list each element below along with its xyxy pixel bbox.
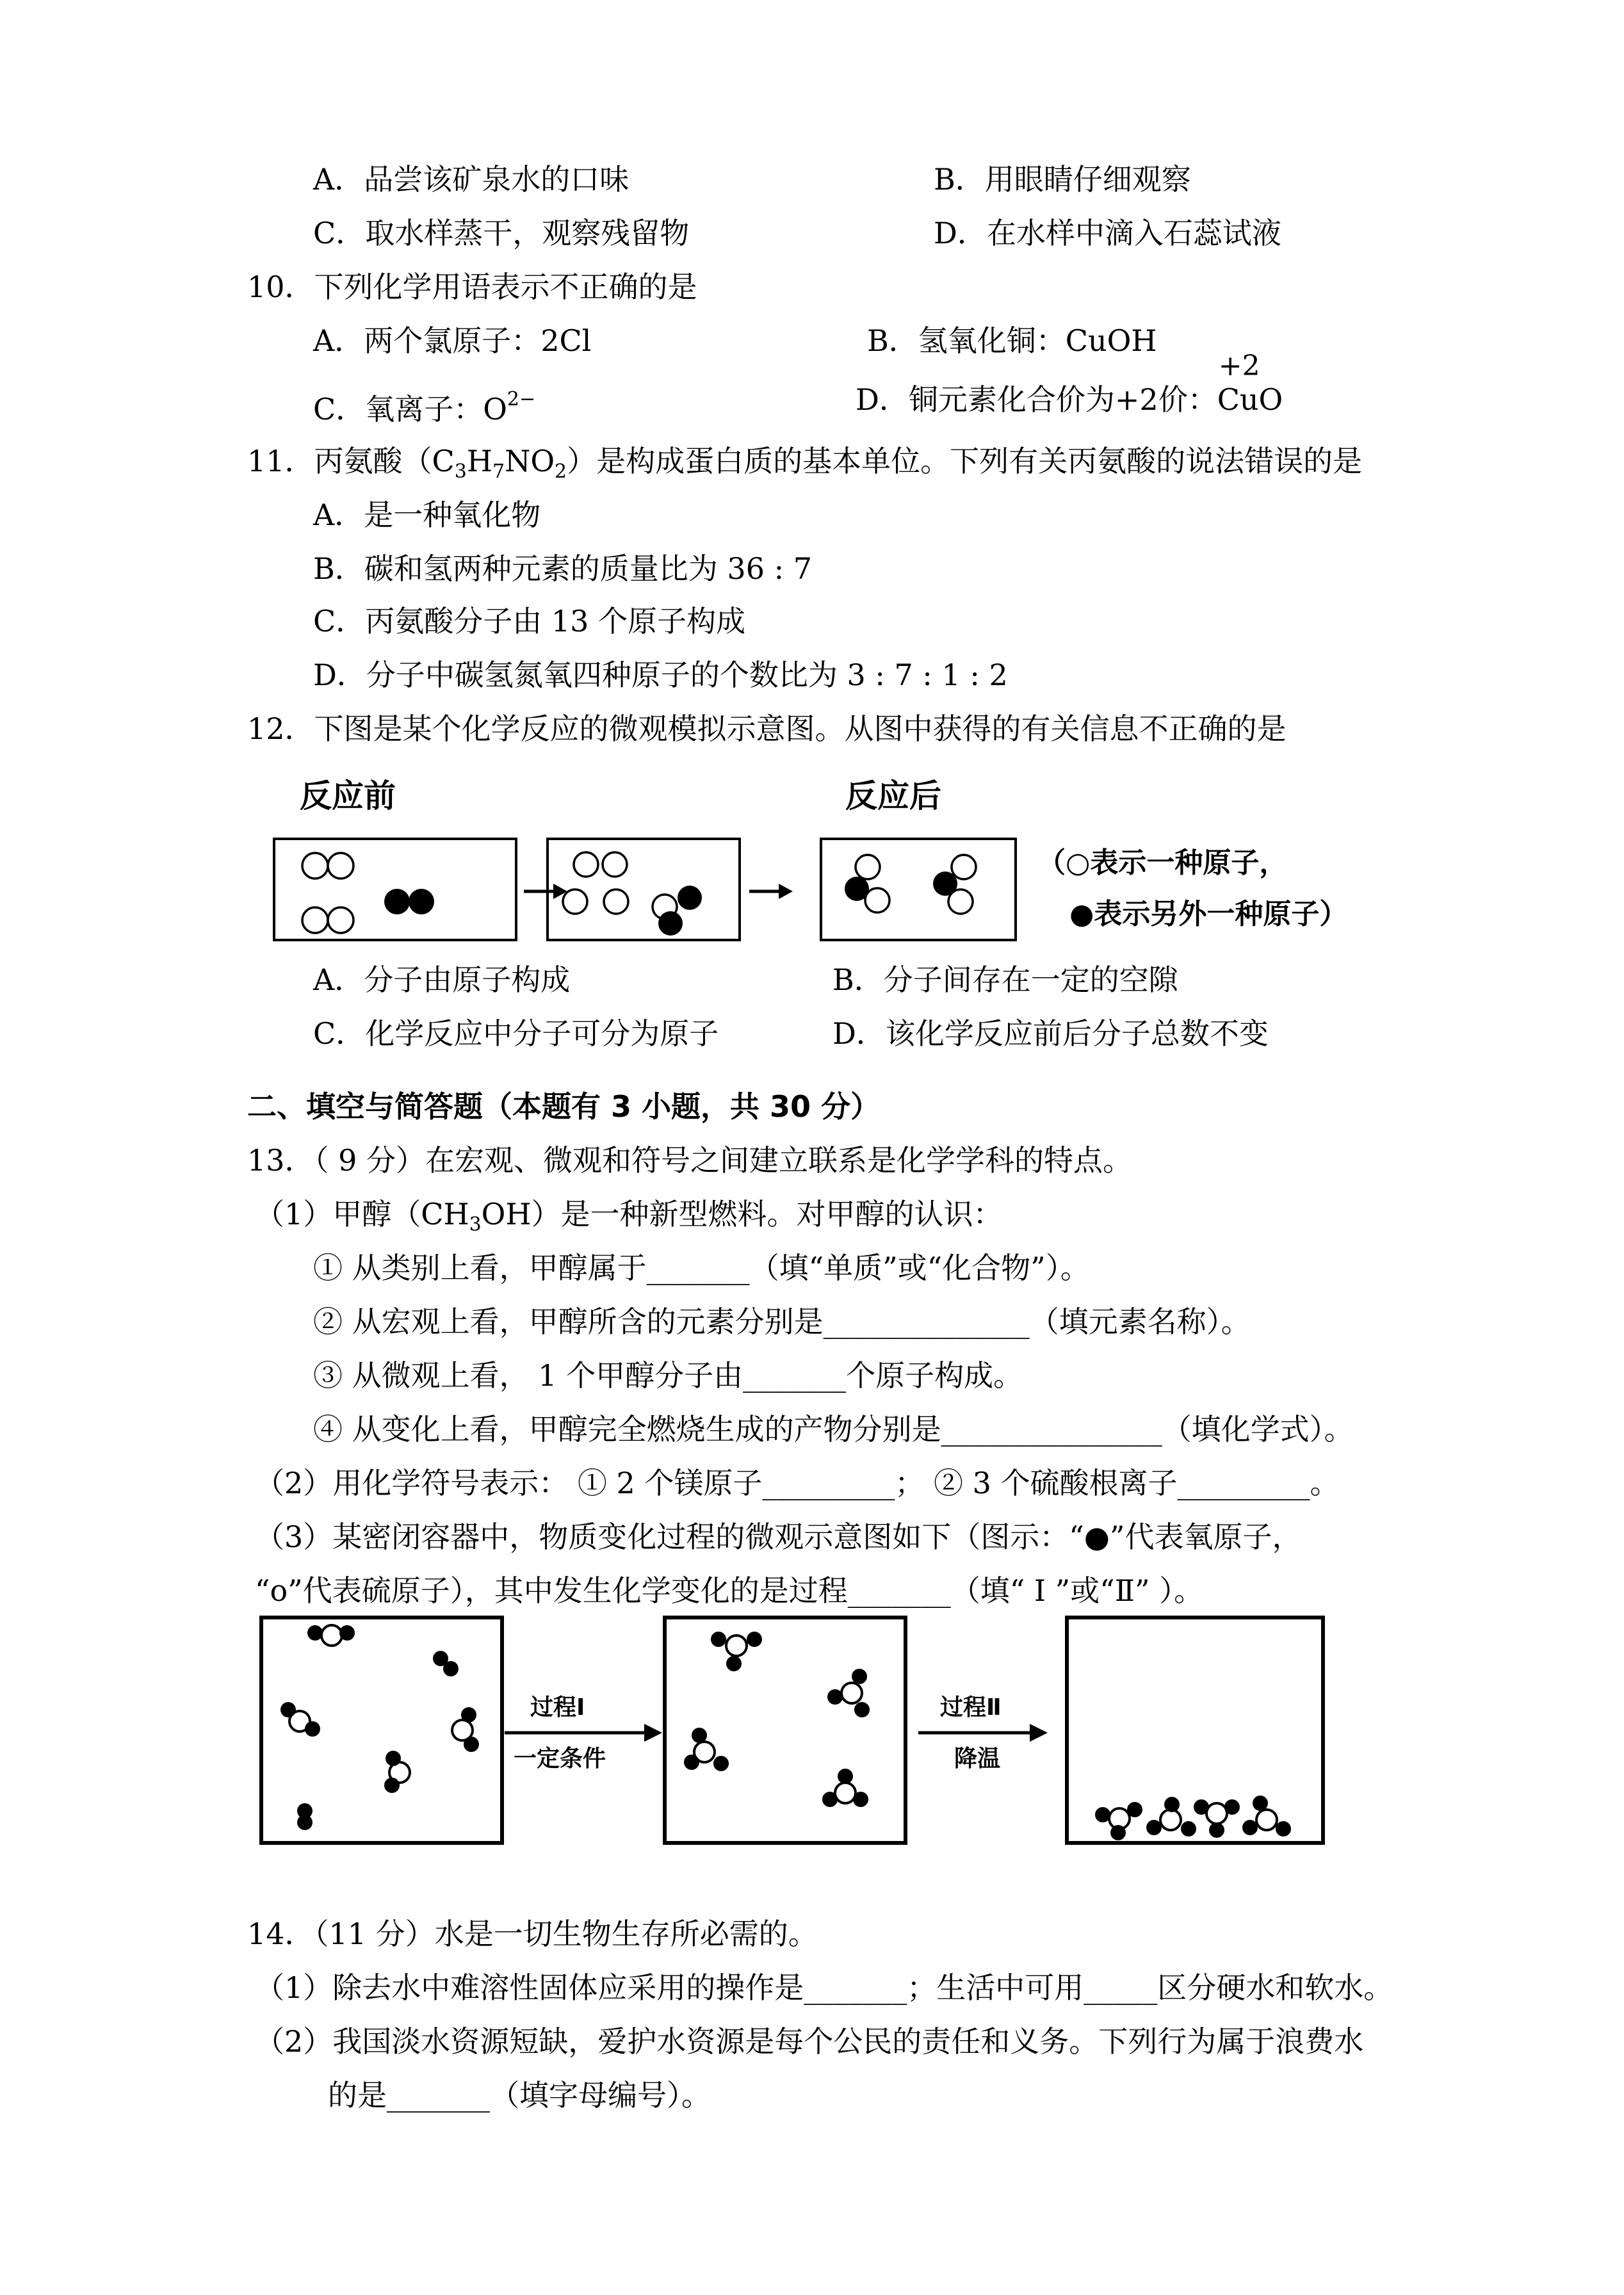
q13-part-2: （2）用化学符号表示： ① 2 个镁原子_________； ② 3 个硫酸根离子_________。 <box>255 1466 1340 1500</box>
q10-stem: 10．下列化学用语表示不正确的是 <box>247 270 697 304</box>
q12-option-b: B．分子间存在一定的空隙 <box>832 962 1178 997</box>
q10-option-b: B．氢氧化铜：CuOH <box>867 323 1157 358</box>
q14-part-2-line-2: 的是_______（填字母编号）。 <box>328 2078 711 2113</box>
so2-molecule <box>280 1702 320 1737</box>
q11-option-a: A．是一种氧化物 <box>313 498 541 532</box>
molecule-open-pair <box>302 907 353 933</box>
arrow-icon <box>524 884 567 899</box>
q10-option-c: C．氧离子：$O^{2-}$ <box>313 388 536 426</box>
legend-open: （○表示一种原子， <box>1037 847 1288 879</box>
condensed-so3-layer <box>1095 1796 1291 1840</box>
molecule-open-pair <box>302 853 353 879</box>
q11-option-b: B．碳和氢两种元素的质量比为 36 : 7 <box>313 551 812 586</box>
q12-stem: 12．下图是某个化学反应的微观模拟示意图。从图中获得的有关信息不正确的是 <box>247 711 1287 746</box>
q13-part-3-line-2: “ο”代表硫原子），其中发生化学变化的是过程_______（填“ Ⅰ ”或“Ⅱ” ）。 <box>255 1573 1204 1608</box>
legend-filled: ●表示另外一种原子） <box>1069 898 1348 930</box>
arrowhead-icon <box>644 1724 662 1742</box>
arrow-icon <box>749 884 793 899</box>
section-2-title: 二、填空与简答题（本题有 3 小题，共 30 分） <box>247 1089 881 1124</box>
product-molecule <box>933 855 976 914</box>
q10-option-d: D．铜元素化合价为+2价： +2 CuO <box>856 380 1283 419</box>
q9-option-b: B．用眼睛仔细观察 <box>934 162 1191 197</box>
so3-molecule <box>827 1669 870 1717</box>
q10-option-a: A．两个氯原子：2Cl <box>313 323 592 358</box>
process-2-label: 过程Ⅱ <box>940 1694 1002 1721</box>
valence-mark: +2 <box>1218 350 1260 382</box>
q13-part-1: （1）甲醇$(CH_3OH)$是一种新型燃料。对甲醇的认识： <box>255 1197 1003 1236</box>
q13-item-1: ① 从类别上看，甲醇属于_______（填“单质”或“化合物”）。 <box>313 1251 1090 1285</box>
q12-option-c: C．化学反应中分子可分为原子 <box>313 1016 719 1051</box>
q12-option-a: A．分子由原子构成 <box>313 962 571 997</box>
process-2-condition: 降温 <box>954 1746 1001 1772</box>
so3-molecule <box>822 1769 868 1807</box>
valence-formula: +2 CuO <box>1217 380 1283 419</box>
process-1-condition: 一定条件 <box>514 1746 606 1772</box>
so2-molecule <box>384 1751 410 1793</box>
so2-molecule <box>307 1625 355 1646</box>
product-molecule <box>845 855 889 912</box>
q14-part-2-line-1: （2）我国淡水资源短缺，爱护水资源是每个公民的责任和义务。下列行为属于浪费水 <box>255 2024 1364 2059</box>
q13-part-3-line-1: （3）某密闭容器中，物质变化过程的微观示意图如下（图示：“●”代表氧原子， <box>255 1520 1302 1554</box>
separated-atoms <box>563 852 677 919</box>
q13-item-4: ④ 从变化上看，甲醇完全燃烧生成的产物分别是_______________（填化学式）。 <box>313 1412 1354 1447</box>
so3-molecule <box>711 1632 762 1671</box>
o2-molecule <box>433 1651 459 1676</box>
q9-option-c: C．取水样蒸干，观察残留物 <box>313 216 690 250</box>
q11-option-c: C．丙氨酸分子由 13 个原子构成 <box>313 604 745 638</box>
q13-stem: 13．（ 9 分）在宏观、微观和符号之间建立联系是化学学科的特点。 <box>247 1143 1133 1178</box>
q11-stem: 11．丙氨酸$(C_3H_7NO_2)$是构成蛋白质的基本单位。下列有关丙氨酸的说法错误的是 <box>247 444 1363 483</box>
q13-item-3: ③ 从微观上看， 1 个甲醇分子由_______个原子构成。 <box>313 1358 1023 1393</box>
q14-part-1: （1）除去水中难溶性固体应采用的操作是_______；生活中可用_____区分硬水和软水。 <box>255 1970 1393 2005</box>
process-1-label: 过程Ⅰ <box>530 1694 585 1721</box>
so3-molecule <box>684 1728 729 1771</box>
molecule-filled-pair <box>384 889 434 914</box>
label-after: 反应后 <box>845 777 941 815</box>
q14-stem: 14．（11 分）水是一切生物生存所必需的。 <box>247 1917 818 1951</box>
q9-option-d: D．在水样中滴入石蕊试液 <box>934 216 1281 250</box>
q13-process-figure <box>256 1607 1332 1851</box>
o2-molecule <box>297 1803 313 1830</box>
q12-reaction-figure <box>269 775 1524 954</box>
so2-molecule <box>452 1707 479 1752</box>
label-before: 反应前 <box>300 777 396 815</box>
q11-option-d: D．分子中碳氢氮氧四种原子的个数比为 3 : 7 : 1 : 2 <box>313 658 1008 692</box>
q12-option-d: D．该化学反应前后分子总数不变 <box>832 1016 1269 1051</box>
q13-item-2: ② 从宏观上看，甲醇所含的元素分别是______________（填元素名称）。 <box>313 1304 1251 1339</box>
arrowhead-icon <box>1030 1724 1048 1742</box>
q9-option-a: A．品尝该矿泉水的口味 <box>313 162 629 197</box>
